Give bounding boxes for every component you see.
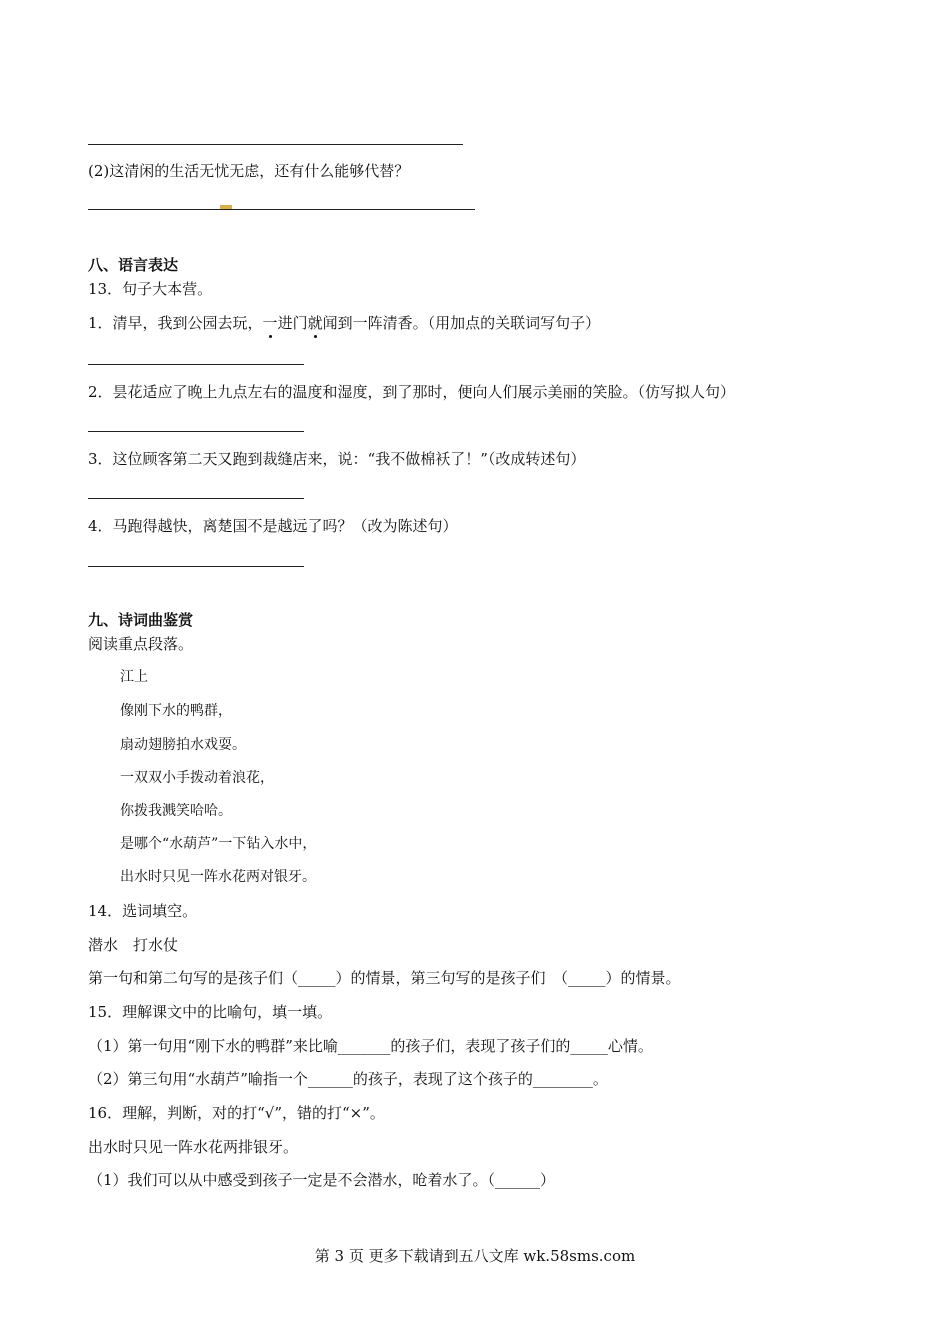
answer-line-2 (88, 209, 475, 210)
page-footer: 第 3 页 更多下载请到五八文库 wk.58sms.com (314, 1247, 636, 1265)
dotted-word-1: 一 (262, 314, 278, 332)
poem-line-6: 是哪个“水葫芦”一下钻入水中， (120, 836, 317, 852)
item1-mid: 进门 (277, 314, 308, 332)
section8-title: 八、语言表达 (88, 256, 179, 274)
answer-line-5 (88, 498, 304, 499)
poem-line-1: 江上 (120, 669, 148, 685)
poem-line-4: 一双双小手拨动着浪花， (120, 770, 274, 786)
q13-item3: 3．这位顾客第二天又跑到裁缝店来，说：“我不做棉袄了！”（改成转述句） (88, 450, 586, 468)
item1-suffix: 闻到一阵清香。（用加点的关联词写句子） (322, 314, 601, 332)
poem-line-3: 扇动翅膀拍水戏耍。 (120, 737, 246, 753)
q16-item1: （1）我们可以从中感受到孩子一定是不会潜水，呛着水了。（______） (88, 1171, 556, 1189)
q13-item4: 4．马跑得越快，离楚国不是越远了吗？（改为陈述句） (88, 517, 458, 535)
dotted-word-2: 就 (307, 314, 323, 332)
q13-title: 13．句子大本营。 (88, 280, 213, 298)
item1-prefix: 1．清早，我到公园去玩， (88, 314, 263, 332)
q14-words: 潜水 打水仗 (88, 936, 179, 954)
answer-line-6 (88, 566, 304, 567)
q16-title: 16．理解，判断，对的打“√”，错的打“×”。 (88, 1104, 385, 1122)
section9-intro: 阅读重点段落。 (88, 635, 194, 653)
q16-quote: 出水时只见一阵水花两排银牙。 (88, 1138, 299, 1156)
highlight-mark (220, 205, 232, 209)
answer-line-4 (88, 431, 304, 432)
poem-line-2: 像刚下水的鸭群， (120, 703, 232, 719)
q15-title: 15．理解课文中的比喻句，填一填。 (88, 1003, 333, 1021)
q14-line: 第一句和第二句写的是孩子们（_____）的情景，第三句写的是孩子们 （_____）的情景。 (88, 969, 681, 987)
poem-line-7: 出水时只见一阵水花两对银牙。 (120, 869, 316, 885)
q14-title: 14．选词填空。 (88, 902, 198, 920)
q13-item2: 2．昙花适应了晚上九点左右的温度和湿度，到了那时，便向人们展示美丽的笑脸。（仿写拟人句） (88, 383, 736, 401)
q15-item2: （2）第三句用“水葫芦”喻指一个______的孩子，表现了这个孩子的________。 (88, 1070, 608, 1088)
section9-title: 九、诗词曲鉴赏 (88, 611, 194, 629)
q12-item2: (2)这清闲的生活无忧无虑，还有什么能够代替？ (88, 162, 410, 180)
poem-line-5: 你拨我溅笑哈哈。 (120, 803, 232, 819)
answer-line-3 (88, 364, 304, 365)
answer-line-1 (88, 144, 463, 145)
q15-item1: （1）第一句用“刚下水的鸭群”来比喻_______的孩子们，表现了孩子们的_____心情。 (88, 1037, 653, 1055)
q13-item1 (88, 313, 600, 333)
